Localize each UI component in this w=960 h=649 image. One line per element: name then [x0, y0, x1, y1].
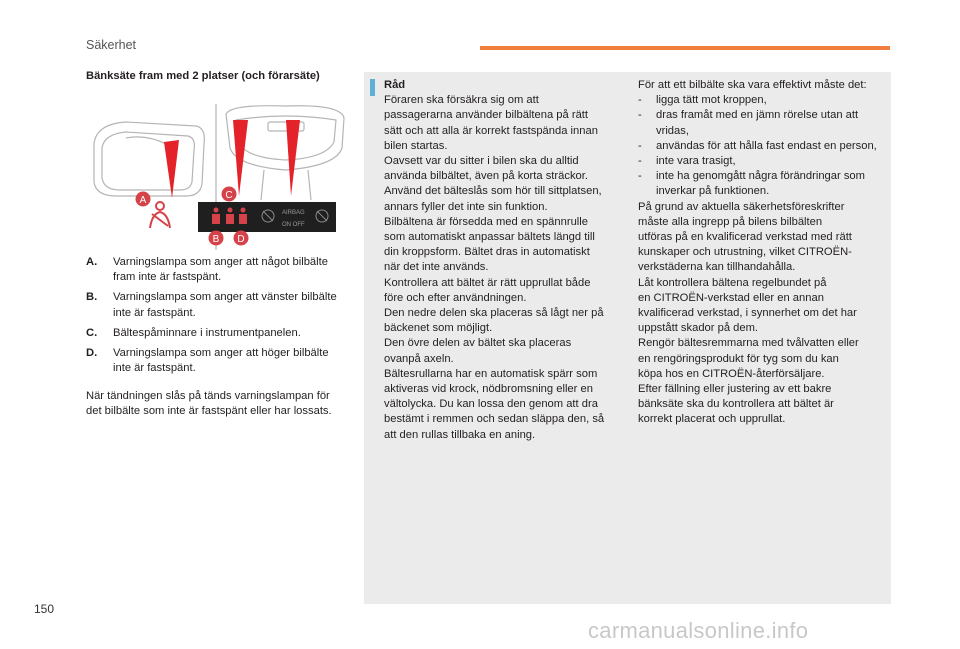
bullet-text: användas för att hålla fast endast en person, [656, 139, 877, 152]
advice-line: Oavsett var du sitter i bilen ska du alltid [384, 155, 579, 168]
svg-text:D: D [237, 234, 245, 245]
advice-line: sätt och att alla är korrekt fastspända innan [384, 124, 598, 137]
section-header-title: Säkerhet [86, 38, 137, 52]
info-marker-icon [370, 79, 375, 96]
bullet-text: dras framåt med en jämn rörelse utan att vridas, [656, 109, 859, 137]
advice-line: annars fyller det inte sin funktion. [384, 200, 548, 213]
legend-key: D. [86, 347, 98, 360]
advice-line: uppstått skador på dem. [638, 322, 759, 335]
advice-line: när det inte används. [384, 261, 489, 274]
advice-line: måste alla ingrepp på bilens bilbälten [638, 215, 823, 228]
advice-heading: Råd [384, 79, 406, 91]
on-off-text: ON OFF [282, 222, 305, 228]
advice-bullet [638, 169, 883, 199]
advice-line: Bilbältena är försedda med en spännrulle [384, 215, 588, 228]
advice-line: verkstäderna kan tillhandahålla. [638, 261, 796, 274]
advice-bullet [638, 108, 883, 138]
advice-line: ovanpå axeln. [384, 352, 454, 365]
legend-text: Varningslampa som anger att vänster bilbälte inte är fastspänt. [113, 291, 337, 319]
advice-line: bänksäte ska du kontrollera att bältet är [638, 398, 834, 411]
advice-bullet [638, 139, 883, 154]
advice-bullet-list [638, 93, 883, 199]
bullet-dash: - [638, 170, 642, 183]
bullet-dash: - [638, 109, 642, 122]
arrow-a [164, 140, 179, 198]
advice-line: vältolycka. Du kan lossa den genom att dra [384, 398, 598, 411]
bullet-dash: - [638, 139, 642, 152]
advice-line: kvalificerad verkstad, i synnerhet om det har [638, 307, 857, 320]
advice-line: bestämt i remmen och sedan släppa den, så [384, 413, 605, 426]
advice-line: din kroppsform. Bältet dras in automatiskt [384, 246, 590, 259]
page-number: 150 [34, 602, 55, 616]
advice-bullet [638, 154, 883, 169]
legend-text: Varningslampa som anger att höger bilbälte inte är fastspänt. [113, 347, 329, 375]
advice-line: före och efter användningen. [384, 291, 527, 304]
bullet-text: inte vara trasigt, [656, 155, 736, 168]
advice-line: Den övre delen av bältet ska placeras [384, 337, 572, 350]
advice-line: Låt kontrollera bältena regelbundet på [638, 276, 827, 289]
bullet-dash: - [638, 155, 642, 168]
bullet-text: inte ha genomgått några förändringar som inverkar på funktionen. [656, 170, 865, 198]
advice-line: använda bilbältet, även på korta sträckor. [384, 170, 588, 183]
svg-text:A: A [139, 195, 147, 206]
advice-text-lines [384, 93, 624, 443]
arrow-c-left [233, 120, 248, 196]
advice-line: en rengöringsprodukt för tyg som du kan [638, 352, 839, 365]
advice-line: en CITROËN-verkstad eller en annan [638, 291, 824, 304]
label-a [136, 192, 151, 207]
advice-text-lines [638, 200, 883, 428]
label-c [222, 187, 237, 202]
legend-item [86, 326, 346, 341]
advice-line: korrekt placerat och upprullat. [638, 413, 786, 426]
advice-line: kunskaper och utrustning, vilket CITROËN- [638, 246, 852, 259]
legend-item [86, 255, 346, 285]
advice-line: Använd det bälteslås som hör till sittplatsen, [384, 185, 602, 198]
advice-line: Den nedre delen ska placeras så lågt ner på [384, 307, 604, 320]
bullet-text: ligga tätt mot kroppen, [656, 94, 767, 107]
legend-key: B. [86, 291, 98, 304]
legend-item [86, 290, 346, 320]
ignition-paragraph: När tändningen slås på tänds varningslampan för det bilbälte som inte är fastspänt eller har lossats. [86, 390, 332, 418]
advice-line: bäckenet som möjligt. [384, 322, 493, 335]
advice-line: Bältesrullarna har en automatisk spärr som [384, 367, 598, 380]
svg-text:C: C [225, 190, 233, 201]
legend-key: A. [86, 256, 98, 268]
advice-line: köpa hos en CITROËN-återförsäljare. [638, 367, 825, 380]
legend-key: C. [86, 326, 98, 339]
bullet-dash: - [638, 94, 642, 107]
header-accent-bar [480, 46, 890, 50]
legend-text: Bältespåminnare i instrumentpanelen. [113, 326, 301, 339]
seatbelt-warning-illustration [86, 104, 348, 250]
watermark: carmanualsonline.info [588, 618, 809, 643]
advice-bullet [638, 93, 883, 108]
advice-line: utföras på en kvalificerad verkstad med rätt [638, 231, 852, 244]
advice-line: Efter fällning eller justering av ett bakre [638, 383, 832, 396]
seatbelt-icon [150, 202, 170, 228]
advice-line: aktiveras vid krock, nödbromsning eller en [384, 383, 593, 396]
advice-line: På grund av aktuella säkerhetsföreskrifter [638, 200, 845, 213]
label-b [209, 231, 224, 246]
advice-column-2 [638, 78, 883, 428]
advice-intro: För att ett bilbälte ska vara effektivt måste det: [638, 79, 867, 91]
airbag-text: AIRBAG [282, 210, 305, 216]
advice-column-1 [384, 78, 624, 443]
label-d [234, 231, 249, 246]
advice-line: Föraren ska försäkra sig om att [384, 94, 539, 107]
svg-text:B: B [212, 234, 220, 245]
advice-line: Kontrollera att bältet är rätt upprullat både [384, 276, 591, 289]
advice-line: att den rullas tillbaka en aning. [384, 428, 536, 441]
section-title: Bänksäte fram med 2 platser (och förarsäte) [86, 70, 320, 82]
arrow-c-right [286, 120, 300, 196]
legend-list [86, 255, 346, 381]
legend-text: Varningslampa som anger att något bilbälte fram inte är fastspänt. [113, 256, 328, 284]
advice-line: Rengör bältesremmarna med tvålvatten eller [638, 337, 859, 350]
advice-line: passagerarna använder bilbältena på rätt [384, 109, 589, 122]
advice-line: bilen startas. [384, 139, 448, 152]
legend-item [86, 346, 346, 376]
advice-line: som automatiskt anpassar bältets längd till [384, 231, 595, 244]
